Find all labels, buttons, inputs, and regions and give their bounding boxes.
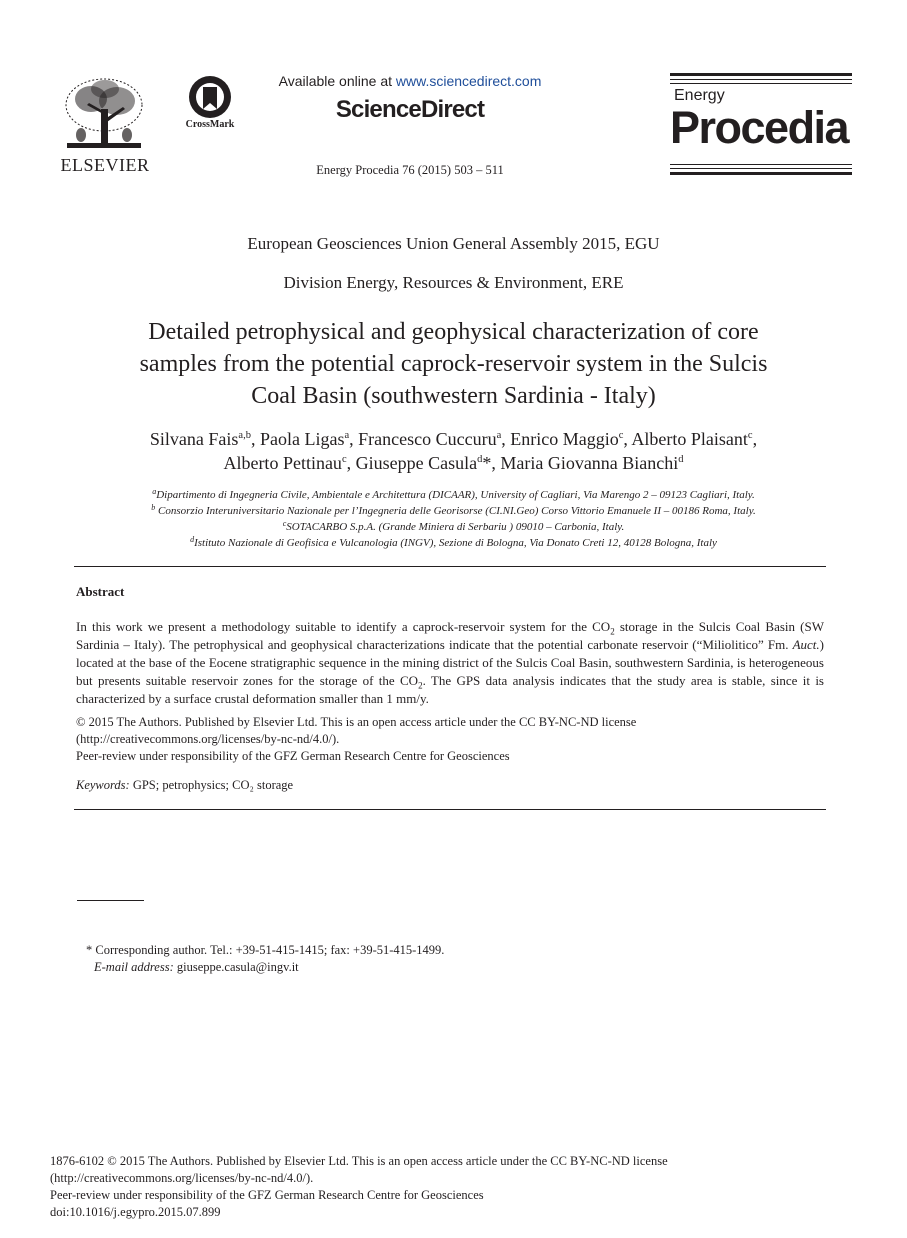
corresponding-contact: * Corresponding author. Tel.: +39-51-415-1415; fax: +39-51-415-1499. [86, 943, 445, 957]
elsevier-logo [55, 75, 155, 180]
author-name: Maria Giovanna Bianchi [500, 453, 679, 473]
affiliation-text: Istituto Nazionale di Geofisica e Vulcanologia (INGV), Sezione di Bologna, Via Donato Creti 12, 40128 Bologna, Italy [194, 537, 717, 549]
author-affiliation-mark: c [618, 430, 624, 441]
elsevier-tree-icon [61, 75, 147, 153]
license-notice [76, 714, 824, 765]
journal-citation: Energy Procedia 76 (2015) 503 – 511 [316, 163, 504, 177]
footnote-rule [77, 900, 144, 901]
email-address[interactable]: giuseppe.casula@ingv.it [173, 960, 299, 974]
sciencedirect-wordmark: ScienceDirect [335, 96, 485, 123]
paper-title [70, 316, 837, 412]
author-separator: , [250, 429, 260, 449]
author-separator: , [752, 429, 758, 449]
abstract-heading: Abstract [76, 584, 125, 599]
affiliation-text: SOTACARBO S.p.A. (Grande Miniera di Serbariu ) 09010 – Carbonia, Italy. [286, 521, 625, 533]
author-affiliation-mark: c [747, 430, 753, 441]
affiliation [60, 487, 847, 503]
corresponding-author [86, 942, 786, 976]
affiliation-mark: d [190, 535, 195, 544]
title-line: Coal Basin (southwestern Sardinia - Italy) [251, 383, 656, 409]
author-affiliation-mark: a [496, 430, 502, 441]
author-separator: , [623, 429, 632, 449]
affiliation-mark: b [151, 503, 156, 512]
author-separator: *, [482, 453, 501, 473]
author-name: Paola Ligas [259, 429, 345, 449]
author-name: Enrico Maggio [510, 429, 619, 449]
title-line: samples from the potential caprock-reservoir system in the Sulcis [139, 351, 768, 377]
footer-copyright: 1876-6102 © 2015 The Authors. Published by Elsevier Ltd. This is an open access article under the CC BY-NC-ND license [50, 1154, 668, 1168]
abstract-text: . The GPS data analysis indicates that the study area is stable, since it is characterized by a surface crustal deformation smaller than 1 mm/y. [76, 673, 824, 706]
author-separator: , [501, 429, 511, 449]
available-online [200, 73, 620, 89]
affiliation-mark: c [282, 519, 287, 528]
author-affiliation-mark: d [477, 454, 483, 465]
journal-name-small: Energy [674, 87, 725, 104]
affiliation [60, 503, 847, 519]
license-line: © 2015 The Authors. Published by Elsevier Ltd. This is an open access article under the CC BY-NC-ND license [76, 715, 637, 729]
affiliation-mark: a [152, 487, 157, 496]
keywords-text: GPS; petrophysics; CO₂ storage [129, 778, 294, 792]
author-name: Alberto Plaisant [631, 429, 748, 449]
conference-division: Division Energy, Resources & Environment, ERE [283, 273, 624, 292]
keywords-label: Keywords: [76, 778, 130, 792]
license-link[interactable]: (http://creativecommons.org/licenses/by-nc-nd/4.0/). [76, 732, 340, 746]
footer-peer-review: Peer-review under responsibility of the GFZ German Research Centre for Geosciences [50, 1188, 484, 1202]
author-list [70, 427, 837, 475]
author-affiliation-mark: c [341, 454, 347, 465]
author-affiliation-mark: d [678, 454, 684, 465]
affiliation-text: Dipartimento di Ingegneria Civile, Ambientale e Architettura (DICAAR), University of Cagliari, Via Marengo 2 – 09123 Cagliari, Italy. [156, 489, 755, 501]
peer-review-line: Peer-review under responsibility of the GFZ German Research Centre for Geosciences [76, 749, 510, 763]
footer-doi[interactable]: doi:10.1016/j.egypro.2015.07.899 [50, 1205, 221, 1219]
abstract-body [76, 618, 824, 708]
abstract-text: storage in the Sulcis Coal Basin (SW Sardinia – Italy). The petrophysical and geophysical characterizations indicate that the potential carbonate reservoir (“Miliolitico” Fm. [76, 619, 825, 652]
author-affiliation-mark: a,b [238, 430, 251, 441]
journal-name-large: Procedia [670, 102, 849, 153]
elsevier-wordmark: ELSEVIER [60, 155, 150, 175]
author-name: Alberto Pettinau [223, 453, 342, 473]
sciencedirect-link[interactable]: www.sciencedirect.com [395, 73, 542, 89]
author-separator: , [346, 453, 356, 473]
subscript: 2 [418, 680, 423, 691]
available-online-label: Available online at [278, 73, 396, 89]
abstract-top-rule [74, 566, 826, 567]
author-affiliation-mark: a [344, 430, 350, 441]
keywords [76, 778, 824, 793]
abstract-italic: Auct. [792, 637, 820, 652]
author-name: Silvana Fais [149, 429, 239, 449]
abstract-bottom-rule [74, 809, 826, 810]
affiliation-list [60, 487, 847, 551]
affiliation [60, 535, 847, 551]
abstract-text: In this work we present a methodology suitable to identify a caprock-reservoir system for the CO [76, 619, 611, 634]
page-footer [50, 1153, 850, 1221]
email-label: E-mail address: [94, 960, 174, 974]
author-separator: , [349, 429, 359, 449]
subscript: 2 [610, 626, 615, 637]
affiliation [60, 519, 847, 535]
author-name: Francesco Cuccuru [358, 429, 497, 449]
author-name: Giuseppe Casula [355, 453, 478, 473]
title-line: Detailed petrophysical and geophysical characterization of core [148, 319, 759, 345]
crossmark-label: CrossMark [185, 119, 235, 130]
affiliation-text: Consorzio Interuniversitario Nazionale per l’Ingegneria delle Georisorse (CI.NI.Geo) Corso Vittorio Emanuele II – 00186 Roma, Italy. [155, 505, 756, 517]
energy-procedia-logo [670, 73, 852, 178]
footer-license-link[interactable]: (http://creativecommons.org/licenses/by-nc-nd/4.0/). [50, 1171, 314, 1185]
abstract-text: ) located at the base of the Eocene stratigraphic sequence in the mining district of the Sulcis Coal Basin, southwestern Sardinia, is heterogeneous but presents suitable reservoir zones for the storage of the CO [76, 637, 824, 688]
conference-name: European Geosciences Union General Assembly 2015, EGU [247, 234, 660, 253]
